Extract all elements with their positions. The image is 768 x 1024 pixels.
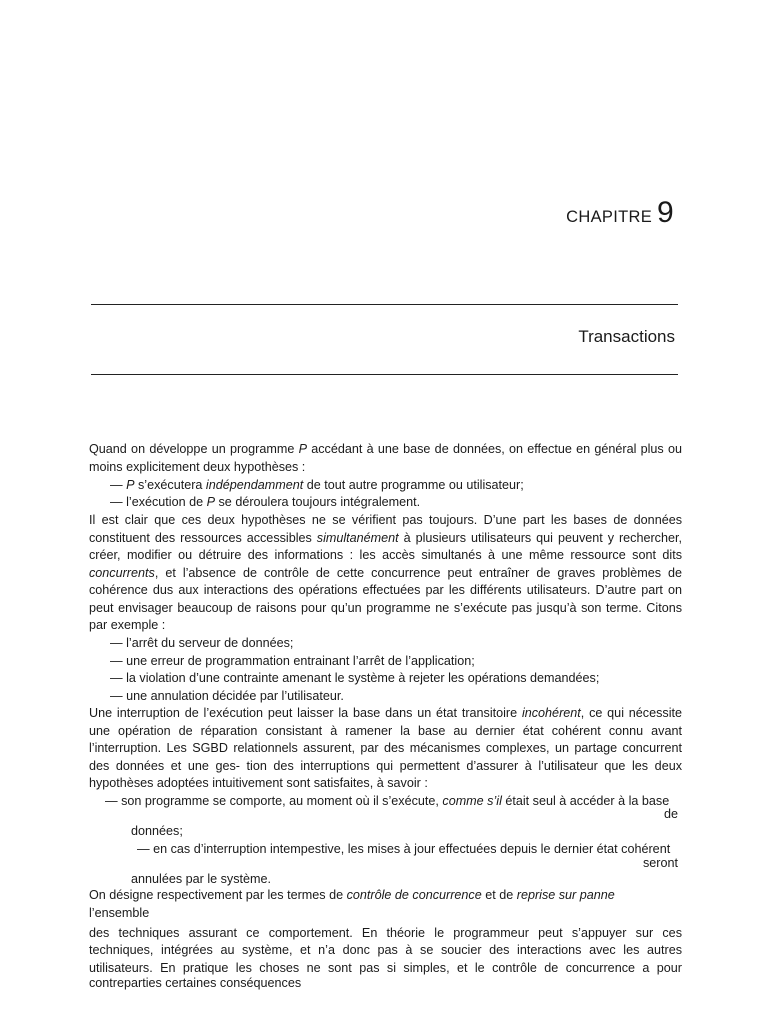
text-line: techniques, intégrées au système, et n’a donc pas à se soucier des interactions avec les autres <box>89 943 682 957</box>
text-line: Une interruption de l’exécution peut laisser la base dans un état transitoire incohérent, ce qui nécessite <box>89 706 682 720</box>
text-line: l’ensemble <box>89 906 150 920</box>
list-item: — l’exécution de P se déroulera toujours intégralement. <box>110 495 421 509</box>
text-line: des données et une ges- tion des interruptions qui permettent d’assurer à l’utilisateur que les deux <box>89 759 682 773</box>
text-line: une opération de réparation consistant à ramener la base au dernier état cohérent connu avant <box>89 724 682 738</box>
chapter-number: 9 <box>657 196 674 229</box>
chapter-heading <box>566 196 674 230</box>
text-line: Quand on développe un programme P accédant à une base de données, on effectue en général plus ou <box>89 442 682 456</box>
list-item: — une annulation décidée par l’utilisateur. <box>110 689 344 703</box>
title-rule-bottom <box>91 374 678 375</box>
text-line: cohérence dus aux interactions des opérations effectuées par les différents utilisateurs. D’autre part on <box>89 583 682 597</box>
list-item: — l’arrêt du serveur de données; <box>110 636 294 650</box>
text-line: hypothèses adoptées intuitivement sont satisfaites, à savoir : <box>89 776 428 790</box>
text-line: données; <box>131 824 183 838</box>
text-line: créer, modifier ou détruire des informations : les accès simultanés à une même ressource sont dits <box>89 548 682 562</box>
list-item: — en cas d’interruption intempestive, les mises à jour effectuées depuis le dernier état cohérent <box>137 842 671 856</box>
list-item: — une erreur de programmation entrainant l’arrêt de l’application; <box>110 654 475 668</box>
text-line: contreparties certaines conséquences <box>89 976 302 990</box>
text-line: concurrents, et l’absence de contrôle de cette concurrence peut entraîner de graves problèmes de <box>89 566 682 580</box>
text-line: de <box>663 807 678 821</box>
text-line: seront <box>642 856 678 870</box>
list-item: — P s’exécutera indépendamment de tout autre programme ou utilisateur; <box>110 478 524 492</box>
text-line: annulées par le système. <box>131 872 272 886</box>
text-line: On désigne respectivement par les termes de contrôle de concurrence et de reprise sur panne <box>89 888 615 902</box>
text-line: constituent des ressources accessibles simultanément à plusieurs utilisateurs qui peuvent y rechercher, <box>89 531 682 545</box>
text-line: moins explicitement deux hypothèses : <box>89 460 306 474</box>
chapter-label: CHAPITRE <box>566 208 652 226</box>
list-item: — la violation d’une contrainte amenant le système à rejeter les opérations demandées; <box>110 671 600 685</box>
list-item: — son programme se comporte, au moment où il s’exécute, comme s’il était seul à accéder à la base <box>105 794 670 808</box>
title-rule-top <box>91 304 678 305</box>
text-line: des techniques assurant ce comportement. En théorie le programmeur peut s’appuyer sur ces <box>89 926 682 940</box>
text-line: utilisateurs. En pratique les choses ne sont pas si simples, et le contrôle de concurrence a pour <box>89 961 682 975</box>
text-line: l’interruption. Les SGBD relationnels assurent, par des mécanismes complexes, un partage concurrent <box>89 741 682 755</box>
chapter-title: Transactions <box>578 327 675 346</box>
text-line: peut envisager beaucoup de raisons pour qu’un programme ne s’exécute pas jusqu’à son terme. Citons <box>89 601 682 615</box>
text-line: Il est clair que ces deux hypothèses ne se vérifient pas toujours. D’une part les bases de données <box>89 513 682 527</box>
text-line: par exemple : <box>89 618 166 632</box>
